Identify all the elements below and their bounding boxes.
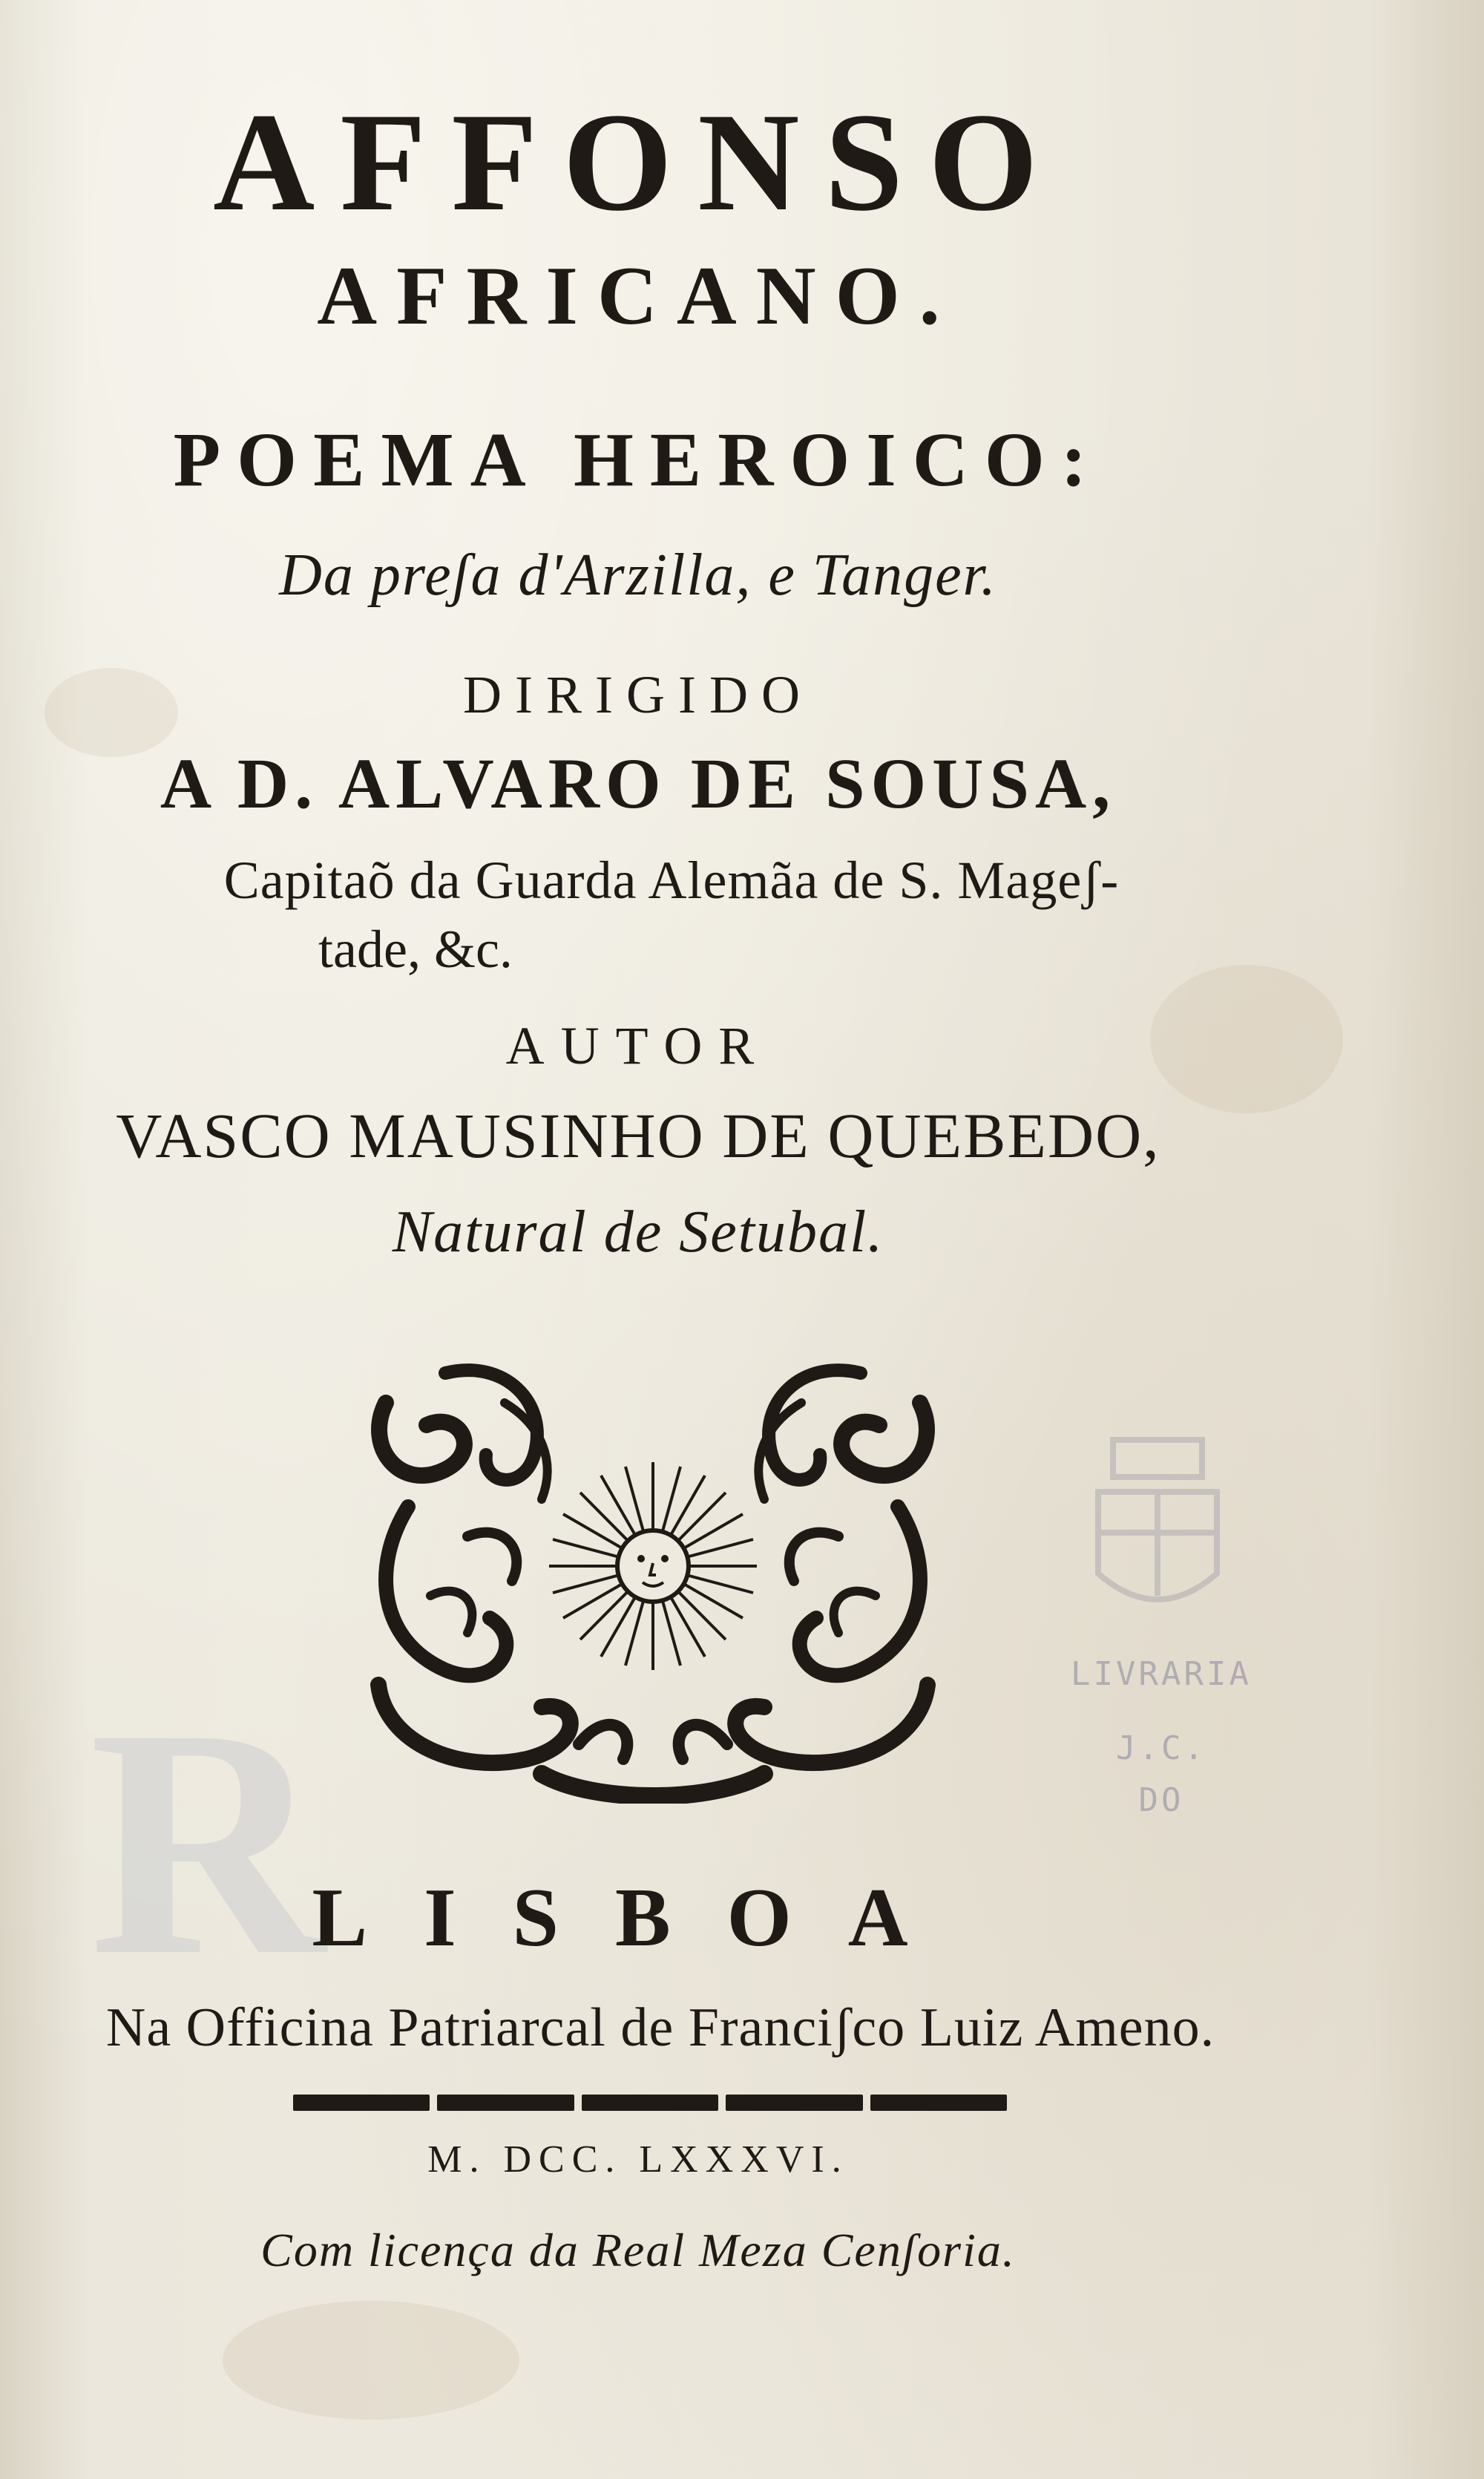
- dedication-label: DIRIGIDO: [463, 665, 813, 724]
- foxing-stain: [223, 2301, 519, 2420]
- ornamental-rule: [293, 2095, 1007, 2111]
- author-name: VASCO MAUSINHO DE QUEBEDO,: [116, 1100, 1160, 1171]
- library-stamp-line-3: DO: [1138, 1781, 1184, 1819]
- rule-segment: [726, 2095, 862, 2111]
- rule-segment: [437, 2095, 574, 2111]
- dedicatee-title-line-1: Capitaõ da Guarda Alemãa de S. Mageʃ-: [223, 851, 1120, 910]
- dedicatee-name: A D. ALVARO DE SOUSA,: [160, 744, 1117, 823]
- rule-segment: [293, 2095, 430, 2111]
- bleed-through-letter: R: [89, 1662, 325, 2023]
- censorship-license: Com licença da Real Meza Cenʃoria.: [260, 2224, 1016, 2276]
- woodcut-sun-ornament: [356, 1358, 950, 1804]
- library-stamp-line-2: J.C.: [1116, 1729, 1206, 1767]
- author-label: AUTOR: [505, 1016, 771, 1075]
- title-line-2: AFRICANO.: [317, 250, 959, 342]
- rule-segment: [870, 2095, 1007, 2111]
- author-origin: Natural de Setubal.: [392, 1199, 884, 1265]
- library-stamp-line-1: LIVRARIA: [1071, 1655, 1252, 1693]
- imprint-city: LISBOA: [312, 1872, 965, 1964]
- title-line-1: AFFONSO: [213, 85, 1063, 240]
- imprint-date: M. DCC. LXXXVI.: [427, 2138, 849, 2181]
- dedicatee-title-line-2: tade, &c.: [318, 920, 513, 979]
- subtitle: POEMA HEROICO:: [173, 417, 1103, 502]
- imprint-printer: Na Officina Patriarcal de Franciʃco Luiz Ameno.: [105, 1997, 1215, 2058]
- subtitle-description: Da preʃa d'Arzilla, e Tanger.: [279, 543, 997, 608]
- rule-segment: [582, 2095, 718, 2111]
